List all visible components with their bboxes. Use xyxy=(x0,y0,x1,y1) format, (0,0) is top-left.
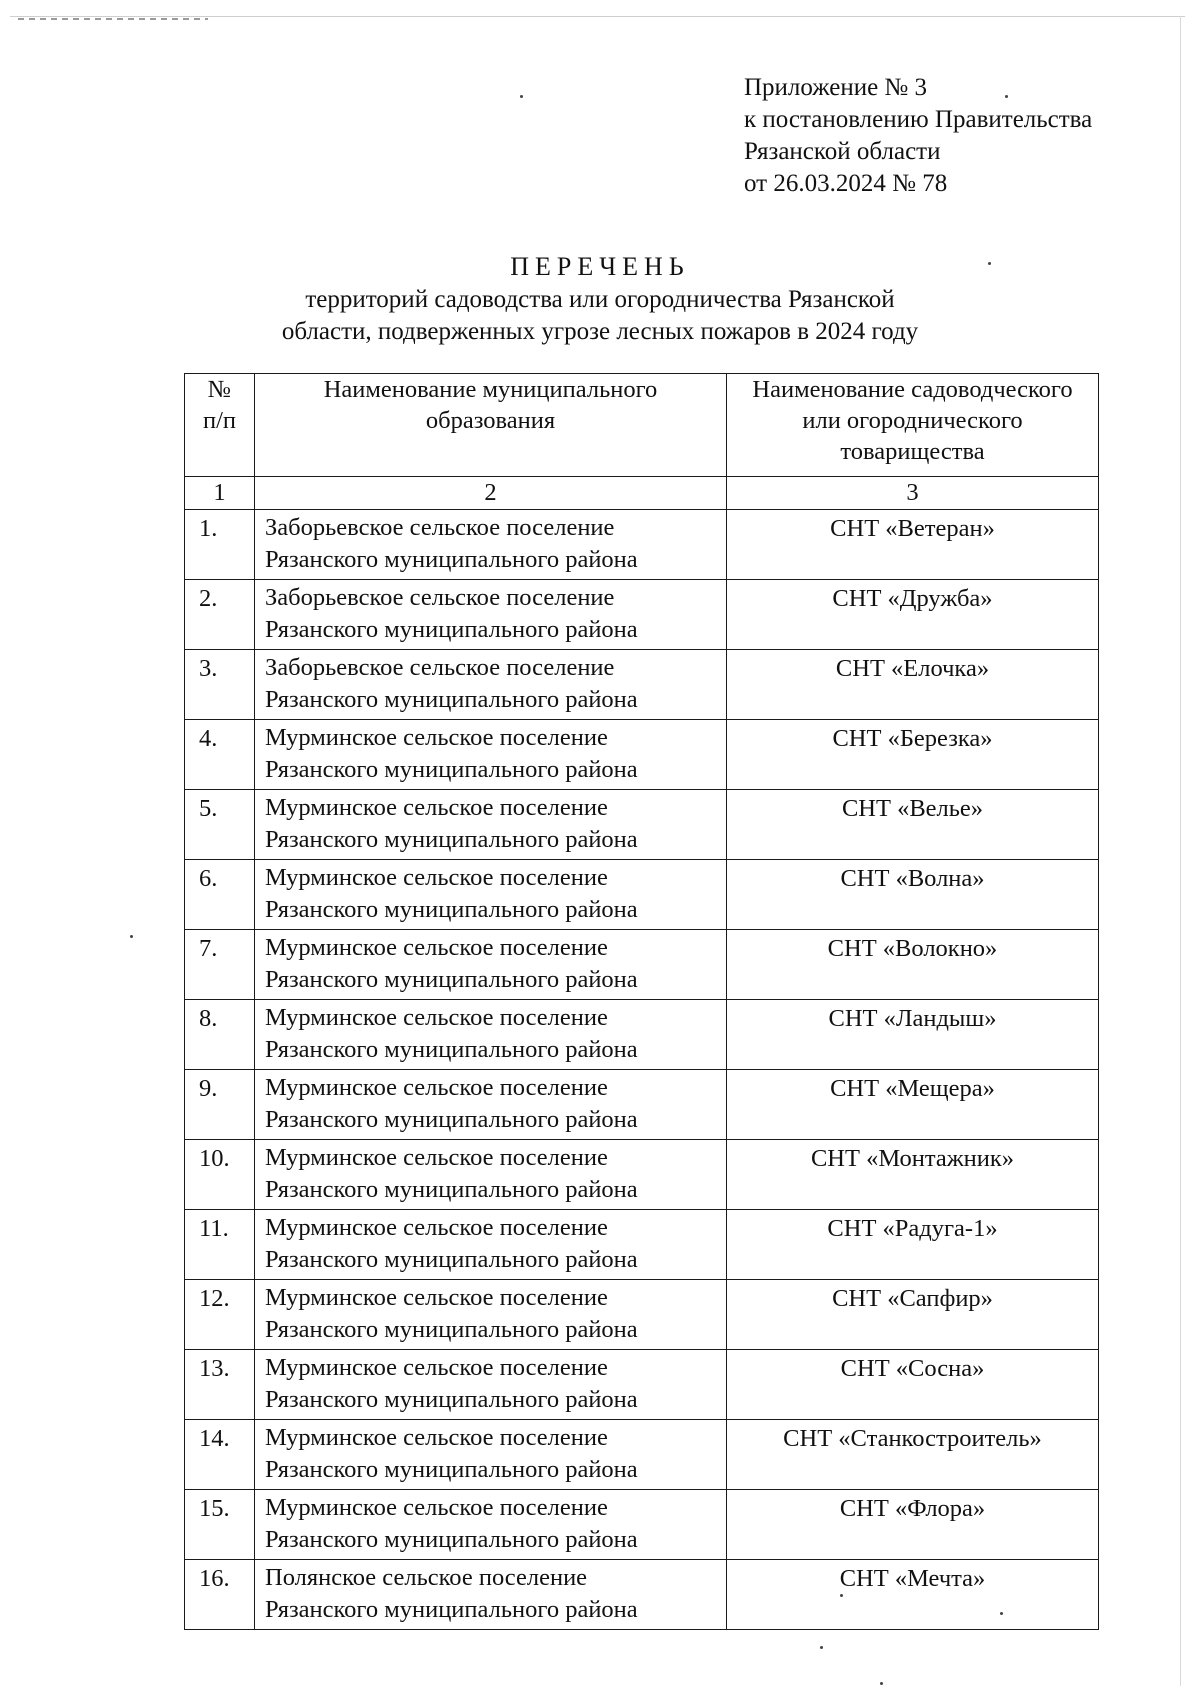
header-text: образования xyxy=(425,407,556,434)
document-subtitle-line: территорий садоводства или огородничества Рязанской xyxy=(305,286,895,313)
municipality-name: Заборьевское сельское поселение xyxy=(265,654,615,681)
scan-edge-top xyxy=(10,16,1185,17)
municipality-cell xyxy=(255,1350,727,1420)
partnership-name: СНТ «Флора» xyxy=(727,1490,1099,1560)
table-row xyxy=(185,1070,1099,1140)
document-heading xyxy=(160,250,1040,348)
appendix-line: Рязанской области xyxy=(744,138,941,165)
row-number: 14. xyxy=(185,1420,255,1490)
table-body xyxy=(185,510,1099,1630)
table-row xyxy=(185,790,1099,860)
row-number: 5. xyxy=(185,790,255,860)
municipality-district: Рязанского муниципального района xyxy=(265,896,638,923)
header-text: или огороднического xyxy=(802,407,1023,434)
municipality-name: Мурминское сельское поселение xyxy=(265,1494,608,1521)
municipality-cell xyxy=(255,1210,727,1280)
municipality-cell xyxy=(255,720,727,790)
municipality-cell xyxy=(255,1490,727,1560)
column-number-row xyxy=(185,477,1099,510)
municipality-district: Рязанского муниципального района xyxy=(265,1456,638,1483)
table-row xyxy=(185,720,1099,790)
row-number: 16. xyxy=(185,1560,255,1630)
municipality-name: Мурминское сельское поселение xyxy=(265,1004,608,1031)
row-number: 12. xyxy=(185,1280,255,1350)
row-number: 2. xyxy=(185,580,255,650)
municipality-name: Мурминское сельское поселение xyxy=(265,1144,608,1171)
municipality-name: Мурминское сельское поселение xyxy=(265,934,608,961)
table-row xyxy=(185,650,1099,720)
header-number xyxy=(185,374,255,477)
row-number: 11. xyxy=(185,1210,255,1280)
appendix-line: от 26.03.2024 № 78 xyxy=(744,170,948,197)
municipality-cell xyxy=(255,580,727,650)
partnership-name: СНТ «Мещера» xyxy=(727,1070,1099,1140)
table-row xyxy=(185,580,1099,650)
scan-edge-right xyxy=(1180,16,1181,1686)
municipality-district: Рязанского муниципального района xyxy=(265,1036,638,1063)
table-row xyxy=(185,1210,1099,1280)
scan-speck xyxy=(520,95,523,98)
partnership-name: СНТ «Сосна» xyxy=(727,1350,1099,1420)
partnership-name: СНТ «Мечта» xyxy=(727,1560,1099,1630)
municipality-district: Рязанского муниципального района xyxy=(265,826,638,853)
header-text: № xyxy=(207,376,232,403)
table-row xyxy=(185,860,1099,930)
municipality-cell xyxy=(255,790,727,860)
municipality-name: Мурминское сельское поселение xyxy=(265,864,608,891)
municipality-cell xyxy=(255,1140,727,1210)
municipality-district: Рязанского муниципального района xyxy=(265,1386,638,1413)
row-number: 9. xyxy=(185,1070,255,1140)
municipality-district: Рязанского муниципального района xyxy=(265,1526,638,1553)
header-text: Наименование муниципального xyxy=(323,376,658,403)
scan-speck xyxy=(880,1682,883,1685)
partnership-name: СНТ «Станкостроитель» xyxy=(727,1420,1099,1490)
table-row xyxy=(185,1420,1099,1490)
header-text: п/п xyxy=(202,407,237,434)
municipality-name: Мурминское сельское поселение xyxy=(265,1424,608,1451)
header-municipality xyxy=(255,374,727,477)
municipality-name: Мурминское сельское поселение xyxy=(265,794,608,821)
row-number: 4. xyxy=(185,720,255,790)
municipality-cell xyxy=(255,1070,727,1140)
municipality-district: Рязанского муниципального района xyxy=(265,1246,638,1273)
table-row xyxy=(185,1350,1099,1420)
partnership-name: СНТ «Ландыш» xyxy=(727,1000,1099,1070)
header-text: Наименование садоводческого xyxy=(752,376,1073,403)
municipality-cell xyxy=(255,1000,727,1070)
table-row xyxy=(185,930,1099,1000)
appendix-line: к постановлению Правительства xyxy=(744,106,1093,133)
municipality-name: Полянское сельское поселение xyxy=(265,1564,588,1591)
table-row xyxy=(185,1560,1099,1630)
partnership-name: СНТ «Ветеран» xyxy=(727,510,1099,580)
partnership-name: СНТ «Волокно» xyxy=(727,930,1099,1000)
table-row xyxy=(185,1280,1099,1350)
partnership-name: СНТ «Елочка» xyxy=(727,650,1099,720)
municipality-name: Мурминское сельское поселение xyxy=(265,1074,608,1101)
municipality-cell xyxy=(255,1420,727,1490)
table-row xyxy=(185,1490,1099,1560)
header-partnership xyxy=(727,374,1099,477)
row-number: 7. xyxy=(185,930,255,1000)
table-row xyxy=(185,1140,1099,1210)
row-number: 6. xyxy=(185,860,255,930)
row-number: 13. xyxy=(185,1350,255,1420)
row-number: 1. xyxy=(185,510,255,580)
municipality-name: Мурминское сельское поселение xyxy=(265,724,608,751)
municipality-name: Мурминское сельское поселение xyxy=(265,1354,608,1381)
table-header-row xyxy=(185,374,1099,477)
column-number: 2 xyxy=(255,477,727,510)
municipality-district: Рязанского муниципального района xyxy=(265,966,638,993)
partnership-name: СНТ «Радуга-1» xyxy=(727,1210,1099,1280)
document-subtitle-line: области, подверженных угрозе лесных пожаров в 2024 году xyxy=(281,318,919,345)
appendix-line: Приложение № 3 xyxy=(744,74,928,101)
column-number: 1 xyxy=(185,477,255,510)
municipality-district: Рязанского муниципального района xyxy=(265,1176,638,1203)
municipality-district: Рязанского муниципального района xyxy=(265,1316,638,1343)
row-number: 15. xyxy=(185,1490,255,1560)
municipality-name: Мурминское сельское поселение xyxy=(265,1214,608,1241)
appendix-reference xyxy=(744,72,1164,200)
header-text: товарищества xyxy=(840,438,985,465)
municipality-cell xyxy=(255,1560,727,1630)
document-title: ПЕРЕЧЕНЬ xyxy=(510,252,690,281)
partnership-name: СНТ «Монтажник» xyxy=(727,1140,1099,1210)
table-row xyxy=(185,510,1099,580)
municipality-cell xyxy=(255,930,727,1000)
municipality-district: Рязанского муниципального района xyxy=(265,1106,638,1133)
column-number: 3 xyxy=(727,477,1099,510)
row-number: 3. xyxy=(185,650,255,720)
municipality-name: Мурминское сельское поселение xyxy=(265,1284,608,1311)
partnership-name: СНТ «Сапфир» xyxy=(727,1280,1099,1350)
municipality-district: Рязанского муниципального района xyxy=(265,616,638,643)
municipality-name: Заборьевское сельское поселение xyxy=(265,584,615,611)
municipality-district: Рязанского муниципального района xyxy=(265,546,638,573)
scan-speck xyxy=(820,1646,823,1649)
scan-artifact-dash xyxy=(18,18,208,20)
row-number: 8. xyxy=(185,1000,255,1070)
table-row xyxy=(185,1000,1099,1070)
partnership-name: СНТ «Дружба» xyxy=(727,580,1099,650)
partnership-name: СНТ «Волна» xyxy=(727,860,1099,930)
municipality-cell xyxy=(255,1280,727,1350)
scan-speck xyxy=(130,935,133,938)
municipality-name: Заборьевское сельское поселение xyxy=(265,514,615,541)
municipality-cell xyxy=(255,650,727,720)
municipality-district: Рязанского муниципального района xyxy=(265,756,638,783)
municipality-district: Рязанского муниципального района xyxy=(265,686,638,713)
partnership-name: СНТ «Велье» xyxy=(727,790,1099,860)
municipality-district: Рязанского муниципального района xyxy=(265,1596,638,1623)
partnerships-table xyxy=(184,373,1099,1630)
municipality-cell xyxy=(255,860,727,930)
municipality-cell xyxy=(255,510,727,580)
row-number: 10. xyxy=(185,1140,255,1210)
partnership-name: СНТ «Березка» xyxy=(727,720,1099,790)
